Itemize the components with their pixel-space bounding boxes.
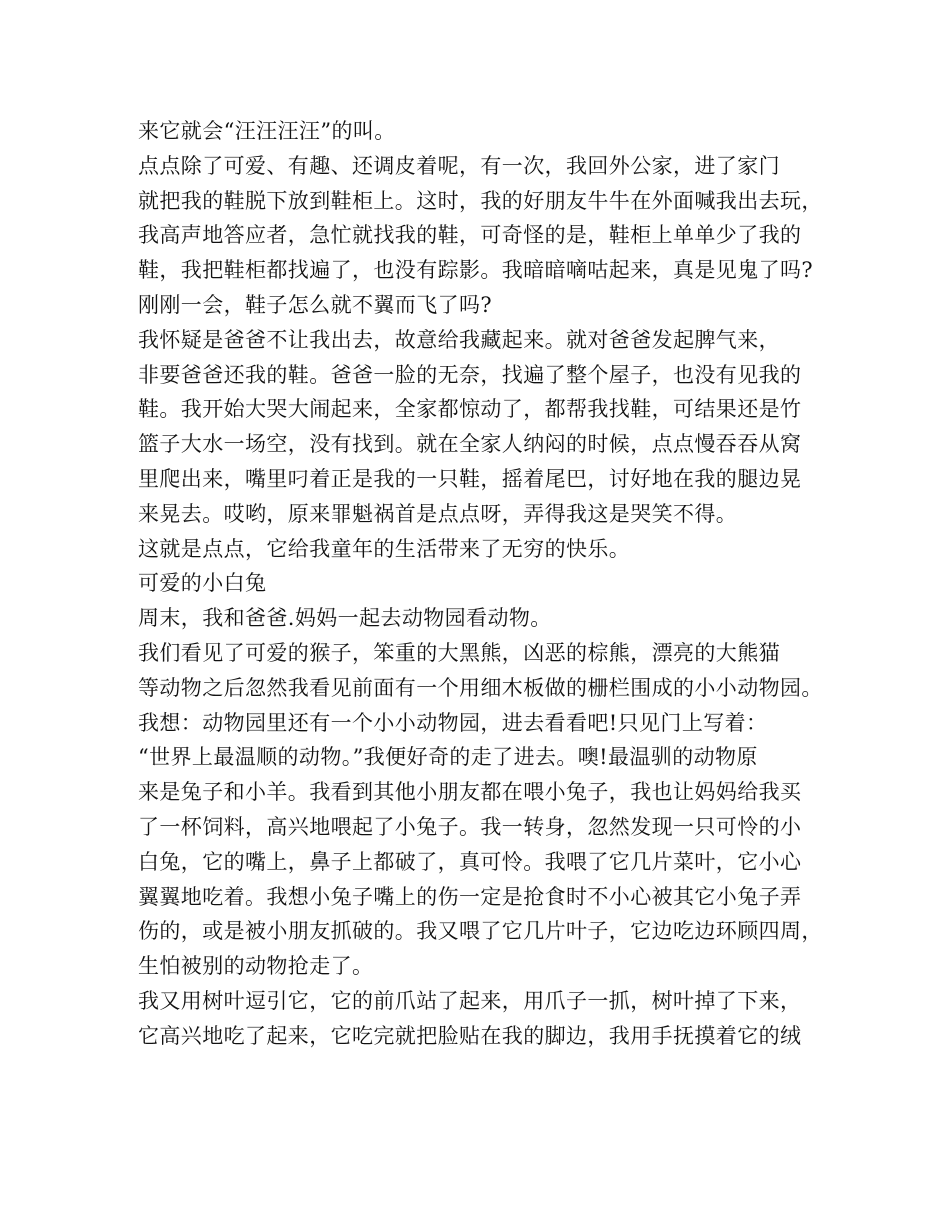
text-line: 白兔，它的嘴上，鼻子上都破了，真可怜。我喂了它几片菜叶，它小心: [138, 849, 802, 874]
text-line: 翼翼地吃着。我想小兔子嘴上的伤一定是抢食时不小心被其它小兔子弄: [138, 884, 802, 909]
text-line: 伤的，或是被小朋友抓破的。我又喂了它几片叶子，它边吃边环顾四周，: [138, 919, 823, 944]
text-line: 点点除了可爱、有趣、还调皮着呢，有一次，我回外公家，进了家门: [138, 153, 780, 178]
text-line: 来它就会“汪汪汪汪”的叫。: [138, 119, 396, 143]
text-line: 它高兴地吃了起来，它吃完就把脸贴在我的脚边，我用手抚摸着它的绒: [138, 1023, 802, 1048]
article-body: [138, 114, 828, 1054]
text-line: 刚刚一会，鞋子怎么就不翼而飞了吗?: [138, 292, 493, 317]
text-line: 鞋。我开始大哭大闹起来，全家都惊动了，都帮我找鞋，可结果还是竹: [138, 397, 802, 422]
text-line: 生怕被别的动物抢走了。: [138, 954, 374, 979]
section-title: 可爱的小白兔: [138, 571, 267, 596]
text-line: 我想：动物园里还有一个小小动物园，进去看看吧!只见门上写着：: [138, 710, 768, 735]
text-line: 里爬出来，嘴里叼着正是我的一只鞋，摇着尾巴，讨好地在我的腿边晃: [138, 466, 802, 491]
text-line: 我高声地答应者，急忙就找我的鞋，可奇怪的是，鞋柜上单单少了我的: [138, 223, 802, 248]
text-line: 篮子大水一场空，没有找到。就在全家人纳闷的时候，点点慢吞吞从窝: [138, 432, 802, 457]
text-line: 我又用树叶逗引它，它的前爪站了起来，用爪子一抓，树叶掉了下来，: [138, 988, 802, 1013]
text-line: 来是兔子和小羊。我看到其他小朋友都在喂小兔子，我也让妈妈给我买: [138, 780, 802, 805]
text-line: 来晃去。哎哟，原来罪魁祸首是点点呀，弄得我这是哭笑不得。: [138, 501, 738, 526]
text-line: 鞋，我把鞋柜都找遍了，也没有踪影。我暗暗嘀咕起来，真是见鬼了吗?: [138, 258, 814, 283]
text-line: 我怀疑是爸爸不让我出去，故意给我藏起来。就对爸爸发起脾气来，: [138, 327, 780, 352]
text-line: 等动物之后忽然我看见前面有一个用细木板做的栅栏围成的小小动物园。: [138, 675, 823, 700]
text-line: 了一杯饲料，高兴地喂起了小兔子。我一转身，忽然发现一只可怜的小: [138, 814, 802, 839]
text-line: 周末，我和爸爸.妈妈一起去动物园看动物。: [138, 606, 552, 631]
text-line: 就把我的鞋脱下放到鞋柜上。这时，我的好朋友牛牛在外面喊我出去玩，: [138, 188, 823, 213]
text-line: 我们看见了可爱的猴子，笨重的大黑熊，凶恶的棕熊，漂亮的大熊猫: [138, 640, 780, 665]
text-line: 非要爸爸还我的鞋。爸爸一脸的无奈，找遍了整个屋子，也没有见我的: [138, 362, 802, 387]
text-line: “世界上最温顺的动物。”我便好奇的走了进去。噢!最温驯的动物原: [138, 745, 758, 770]
text-line: 这就是点点，它给我童年的生活带来了无穷的快乐。: [138, 536, 631, 561]
